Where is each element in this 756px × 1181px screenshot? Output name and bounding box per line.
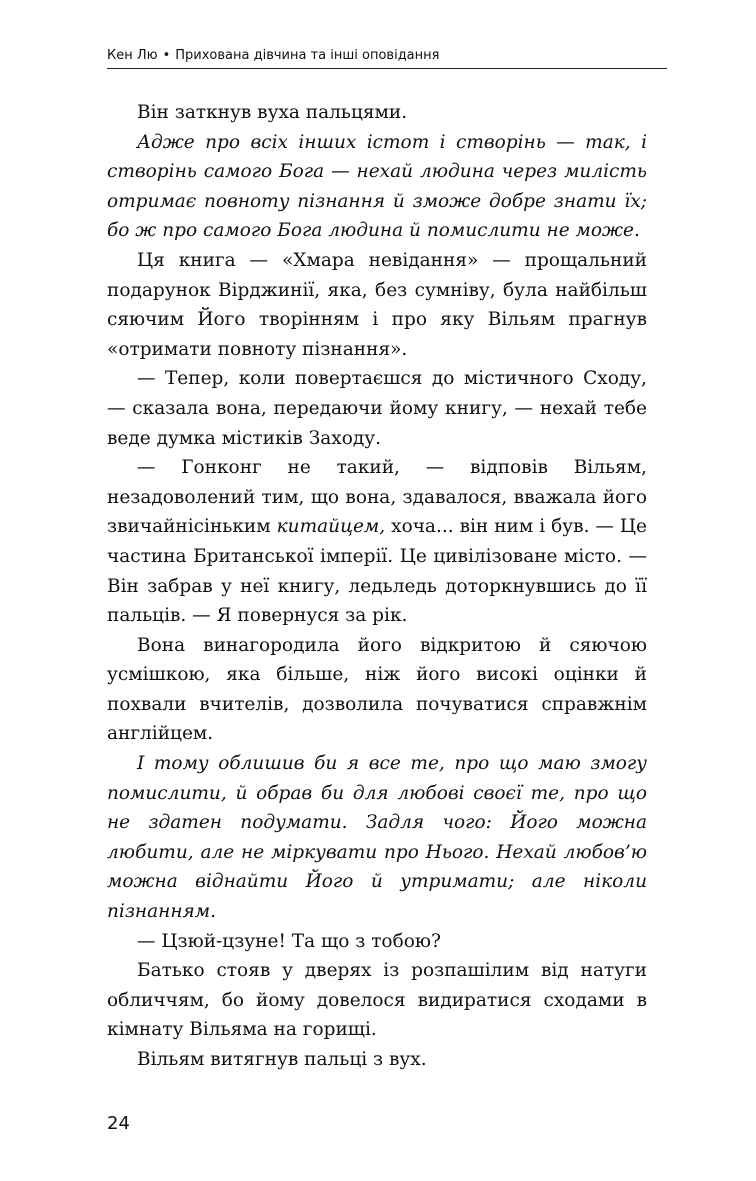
paragraph-1: Він заткнув вуха пальцями. (137, 102, 408, 123)
page-body (107, 98, 647, 1075)
page-number: 24 (107, 1113, 130, 1134)
paragraph-5-part-2: хоча... він ним і був. — Це частина Британської імперії. Це цивілізоване місто. — Він забрав у неї книгу, ледьледь доторкнувшись до її пальців. — Я повернуся за рік. (107, 516, 647, 627)
paragraph-6: Вона винагородила його відкритою й сяючою усмішкою, яка більше, ніж його високі оцінки й похвали вчителів, дозволила почуватися справжнім англійцем. (107, 634, 647, 745)
paragraph-2-quote: Адже про всіх інших істот і створінь — так, і створінь самого Бога — нехай людина через милість отримає повноту пізнання й зможе добре знати їх; бо ж про самого Бога людина й помислити не може. (107, 131, 647, 242)
paragraph-4: — Тепер, коли повертаєшся до містичного Сходу, — сказала вона, передаючи йому книгу, — нехай тебе веде думка містиків Заходу. (107, 368, 647, 449)
paragraph-5-emphasis: китайцем, (276, 516, 386, 538)
paragraph-10: Вільям витягнув пальці з вух. (137, 1049, 427, 1070)
paragraph-9: Батько стояв у дверях із розпашілим від натуги обличчям, бо йому довелося видиратися сходами в кімнату Вільяма на горищі. (107, 960, 647, 1041)
paragraph-5-part-1: — Гонконг не такий, — відповів Вільям, незадоволений тим, що вона, здавалося, вважала його звичайнісіньким (107, 457, 647, 538)
paragraph-5 (107, 453, 647, 631)
paragraph-3: Ця книга — «Хмара невідання» — прощальний подарунок Вірджинії, яка, без сумніву, була найбільш сяючим Його творінням і про яку Вільям прагнув «отримати повноту пізнання». (107, 249, 647, 360)
running-head (107, 46, 667, 69)
header-book-title: Прихована дівчина та інші оповідання (175, 48, 440, 63)
header-author: Кен Лю (107, 48, 158, 63)
paragraph-8: — Цзюй-цзуне! Та що з тобою? (137, 930, 441, 952)
paragraph-7-quote: І тому облишив би я все те, про що маю змогу помислити, й обрав би для любові своєї те, про що не здатен подумати. Задля чого: Його можна любити, але не міркувати про Нього. Нехай любов’ю можна віднайти Його й утримати; але ніколи пізнанням. (107, 753, 647, 923)
header-bullet: • (162, 48, 171, 63)
